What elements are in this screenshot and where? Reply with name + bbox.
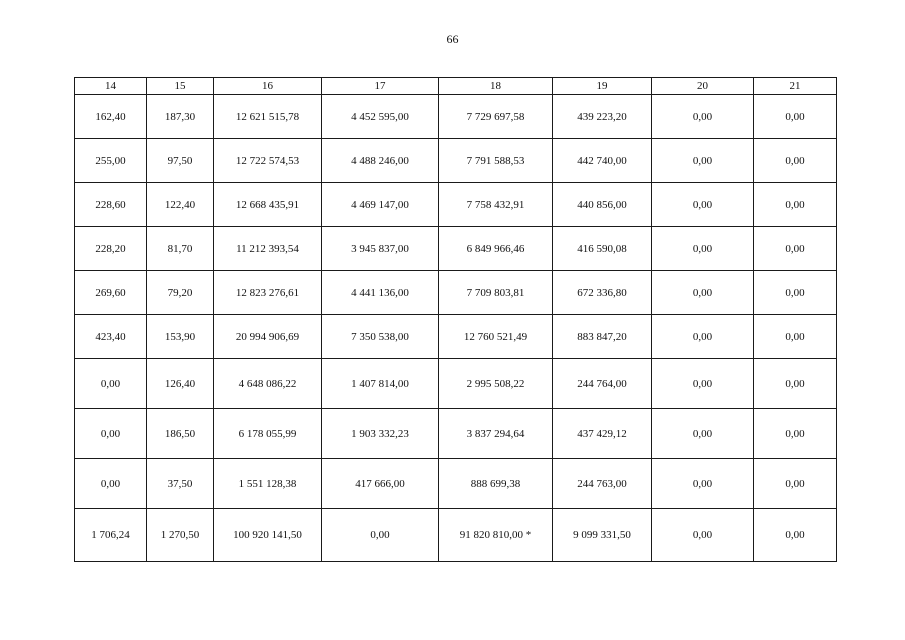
table-cell: 7 709 803,81 <box>439 271 553 315</box>
table-row <box>75 95 837 139</box>
table-cell: 162,40 <box>75 95 147 139</box>
table-cell: 100 920 141,50 <box>214 509 322 562</box>
table-cell: 0,00 <box>754 271 837 315</box>
table-cell: 6 178 055,99 <box>214 409 322 459</box>
table-cell: 4 452 595,00 <box>322 95 439 139</box>
table-cell: 3 837 294,64 <box>439 409 553 459</box>
table-cell: 0,00 <box>652 459 754 509</box>
table-cell: 269,60 <box>75 271 147 315</box>
table-cell: 4 488 246,00 <box>322 139 439 183</box>
table-cell: 0,00 <box>75 359 147 409</box>
column-header-21: 21 <box>754 78 837 95</box>
table-cell: 0,00 <box>652 271 754 315</box>
table-cell: 0,00 <box>754 315 837 359</box>
header-row <box>75 78 837 95</box>
table-cell: 81,70 <box>147 227 214 271</box>
table-cell: 442 740,00 <box>553 139 652 183</box>
table-cell: 0,00 <box>652 139 754 183</box>
table-cell: 0,00 <box>754 95 837 139</box>
column-header-18: 18 <box>439 78 553 95</box>
table-cell: 244 764,00 <box>553 359 652 409</box>
table-cell: 0,00 <box>754 359 837 409</box>
table-row <box>75 315 837 359</box>
table-row <box>75 139 837 183</box>
table-cell: 0,00 <box>652 359 754 409</box>
table-row <box>75 359 837 409</box>
table-cell: 1 706,24 <box>75 509 147 562</box>
table-cell: 0,00 <box>652 95 754 139</box>
table-cell: 228,60 <box>75 183 147 227</box>
table-cell: 91 820 810,00 * <box>439 509 553 562</box>
table-cell: 439 223,20 <box>553 95 652 139</box>
table-cell: 4 469 147,00 <box>322 183 439 227</box>
table-cell: 1 407 814,00 <box>322 359 439 409</box>
table-cell: 0,00 <box>754 459 837 509</box>
table-cell: 888 699,38 <box>439 459 553 509</box>
table-cell: 672 336,80 <box>553 271 652 315</box>
table-cell: 1 551 128,38 <box>214 459 322 509</box>
table-cell: 0,00 <box>754 183 837 227</box>
totals-row <box>75 509 837 562</box>
table-cell: 0,00 <box>75 409 147 459</box>
column-header-14: 14 <box>75 78 147 95</box>
table-cell: 12 823 276,61 <box>214 271 322 315</box>
table-cell: 0,00 <box>322 509 439 562</box>
column-header-16: 16 <box>214 78 322 95</box>
table-cell: 186,50 <box>147 409 214 459</box>
table-cell: 97,50 <box>147 139 214 183</box>
table-cell: 0,00 <box>652 227 754 271</box>
table-cell: 4 648 086,22 <box>214 359 322 409</box>
table-cell: 255,00 <box>75 139 147 183</box>
table-cell: 7 758 432,91 <box>439 183 553 227</box>
table-cell: 9 099 331,50 <box>553 509 652 562</box>
table-cell: 883 847,20 <box>553 315 652 359</box>
table-row <box>75 271 837 315</box>
table-cell: 1 270,50 <box>147 509 214 562</box>
column-header-15: 15 <box>147 78 214 95</box>
table-cell: 79,20 <box>147 271 214 315</box>
table-cell: 7 791 588,53 <box>439 139 553 183</box>
column-header-17: 17 <box>322 78 439 95</box>
table-cell: 7 729 697,58 <box>439 95 553 139</box>
table-cell: 126,40 <box>147 359 214 409</box>
table-cell: 228,20 <box>75 227 147 271</box>
table-row <box>75 459 837 509</box>
table-row <box>75 183 837 227</box>
table-cell: 153,90 <box>147 315 214 359</box>
table-cell: 0,00 <box>652 183 754 227</box>
table-cell: 0,00 <box>652 409 754 459</box>
table-cell: 12 722 574,53 <box>214 139 322 183</box>
table-cell: 187,30 <box>147 95 214 139</box>
column-header-19: 19 <box>553 78 652 95</box>
table-cell: 4 441 136,00 <box>322 271 439 315</box>
table-cell: 0,00 <box>652 315 754 359</box>
table-cell: 440 856,00 <box>553 183 652 227</box>
table-row <box>75 227 837 271</box>
table-cell: 0,00 <box>754 409 837 459</box>
table-cell: 1 903 332,23 <box>322 409 439 459</box>
table-cell: 12 760 521,49 <box>439 315 553 359</box>
table-cell: 6 849 966,46 <box>439 227 553 271</box>
table-cell: 2 995 508,22 <box>439 359 553 409</box>
table-cell: 244 763,00 <box>553 459 652 509</box>
table-cell: 417 666,00 <box>322 459 439 509</box>
data-table <box>74 77 837 562</box>
table-cell: 0,00 <box>754 227 837 271</box>
table-cell: 0,00 <box>75 459 147 509</box>
table-cell: 437 429,12 <box>553 409 652 459</box>
page-number: 66 <box>446 32 459 46</box>
table-cell: 122,40 <box>147 183 214 227</box>
table-row <box>75 409 837 459</box>
table-cell: 0,00 <box>652 509 754 562</box>
table-cell: 0,00 <box>754 509 837 562</box>
table-cell: 416 590,08 <box>553 227 652 271</box>
table-cell: 7 350 538,00 <box>322 315 439 359</box>
table-cell: 12 668 435,91 <box>214 183 322 227</box>
table-cell: 12 621 515,78 <box>214 95 322 139</box>
table-cell: 20 994 906,69 <box>214 315 322 359</box>
table-cell: 37,50 <box>147 459 214 509</box>
table-cell: 0,00 <box>754 139 837 183</box>
column-header-20: 20 <box>652 78 754 95</box>
table-cell: 11 212 393,54 <box>214 227 322 271</box>
table-cell: 3 945 837,00 <box>322 227 439 271</box>
table-cell: 423,40 <box>75 315 147 359</box>
